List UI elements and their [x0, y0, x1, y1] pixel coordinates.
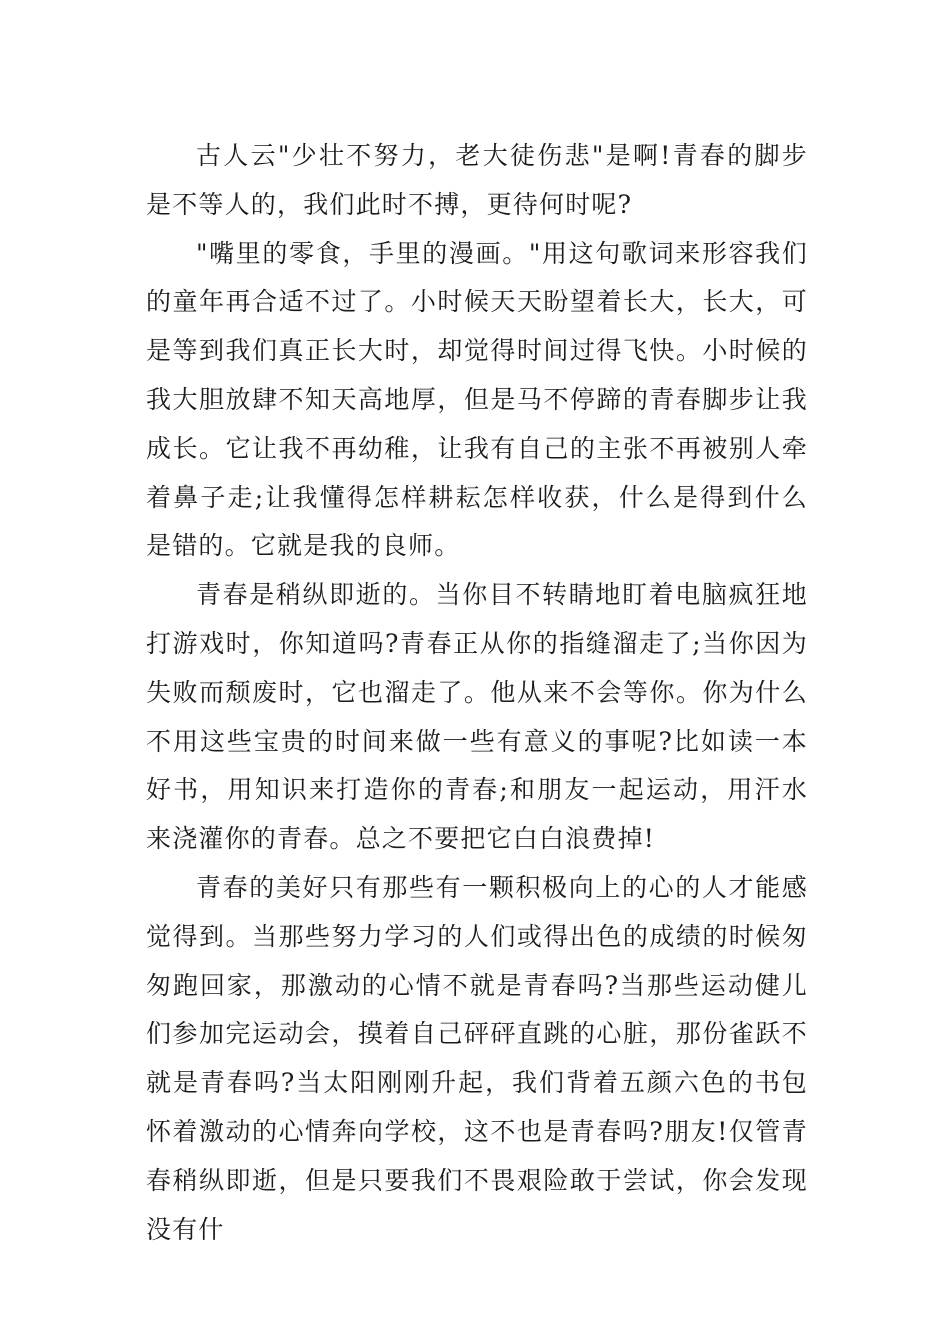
paragraph: 青春的美好只有那些有一颗积极向上的心的人才能感觉得到。当那些努力学习的人们或得出色的成绩的时候匆匆跑回家，那激动的心情不就是青春吗?当那些运动健儿们参加完运动会，摸着自己砰砰直跳的心脏，那份雀跃不就是青春吗?当太阳刚刚升起，我们背着五颜六色的书包怀着激动的心情奔向学校，这不也是青春吗?朋友!仅管青春稍纵即逝，但是只要我们不畏艰险敢于尝试，你会发现没有什 [146, 872, 808, 1244]
document-body [146, 132, 808, 1254]
paragraph: 古人云"少壮不努力，老大徒伤悲"是啊!青春的脚步是不等人的，我们此时不搏，更待何时呢? [146, 141, 808, 219]
paragraph: 青春是稍纵即逝的。当你目不转睛地盯着电脑疯狂地打游戏时，你知道吗?青春正从你的指缝溜走了;当你因为失败而颓废时，它也溜走了。他从来不会等你。你为什么不用这些宝贵的时间来做一些有意义的事呢?比如读一本好书，用知识来打造你的青春;和朋友一起运动，用汗水来浇灌你的青春。总之不要把它白白浪费掉! [146, 580, 808, 854]
paragraph: "嘴里的零食，手里的漫画。"用这句歌词来形容我们的童年再合适不过了。小时候天天盼望着长大，长大，可是等到我们真正长大时，却觉得时间过得飞快。小时候的我大胆放肆不知天高地厚，但是马不停蹄的青春脚步让我成长。它让我不再幼稚，让我有自己的主张不再被别人牵着鼻子走;让我懂得怎样耕耘怎样收获，什么是得到什么是错的。它就是我的良师。 [146, 238, 808, 561]
